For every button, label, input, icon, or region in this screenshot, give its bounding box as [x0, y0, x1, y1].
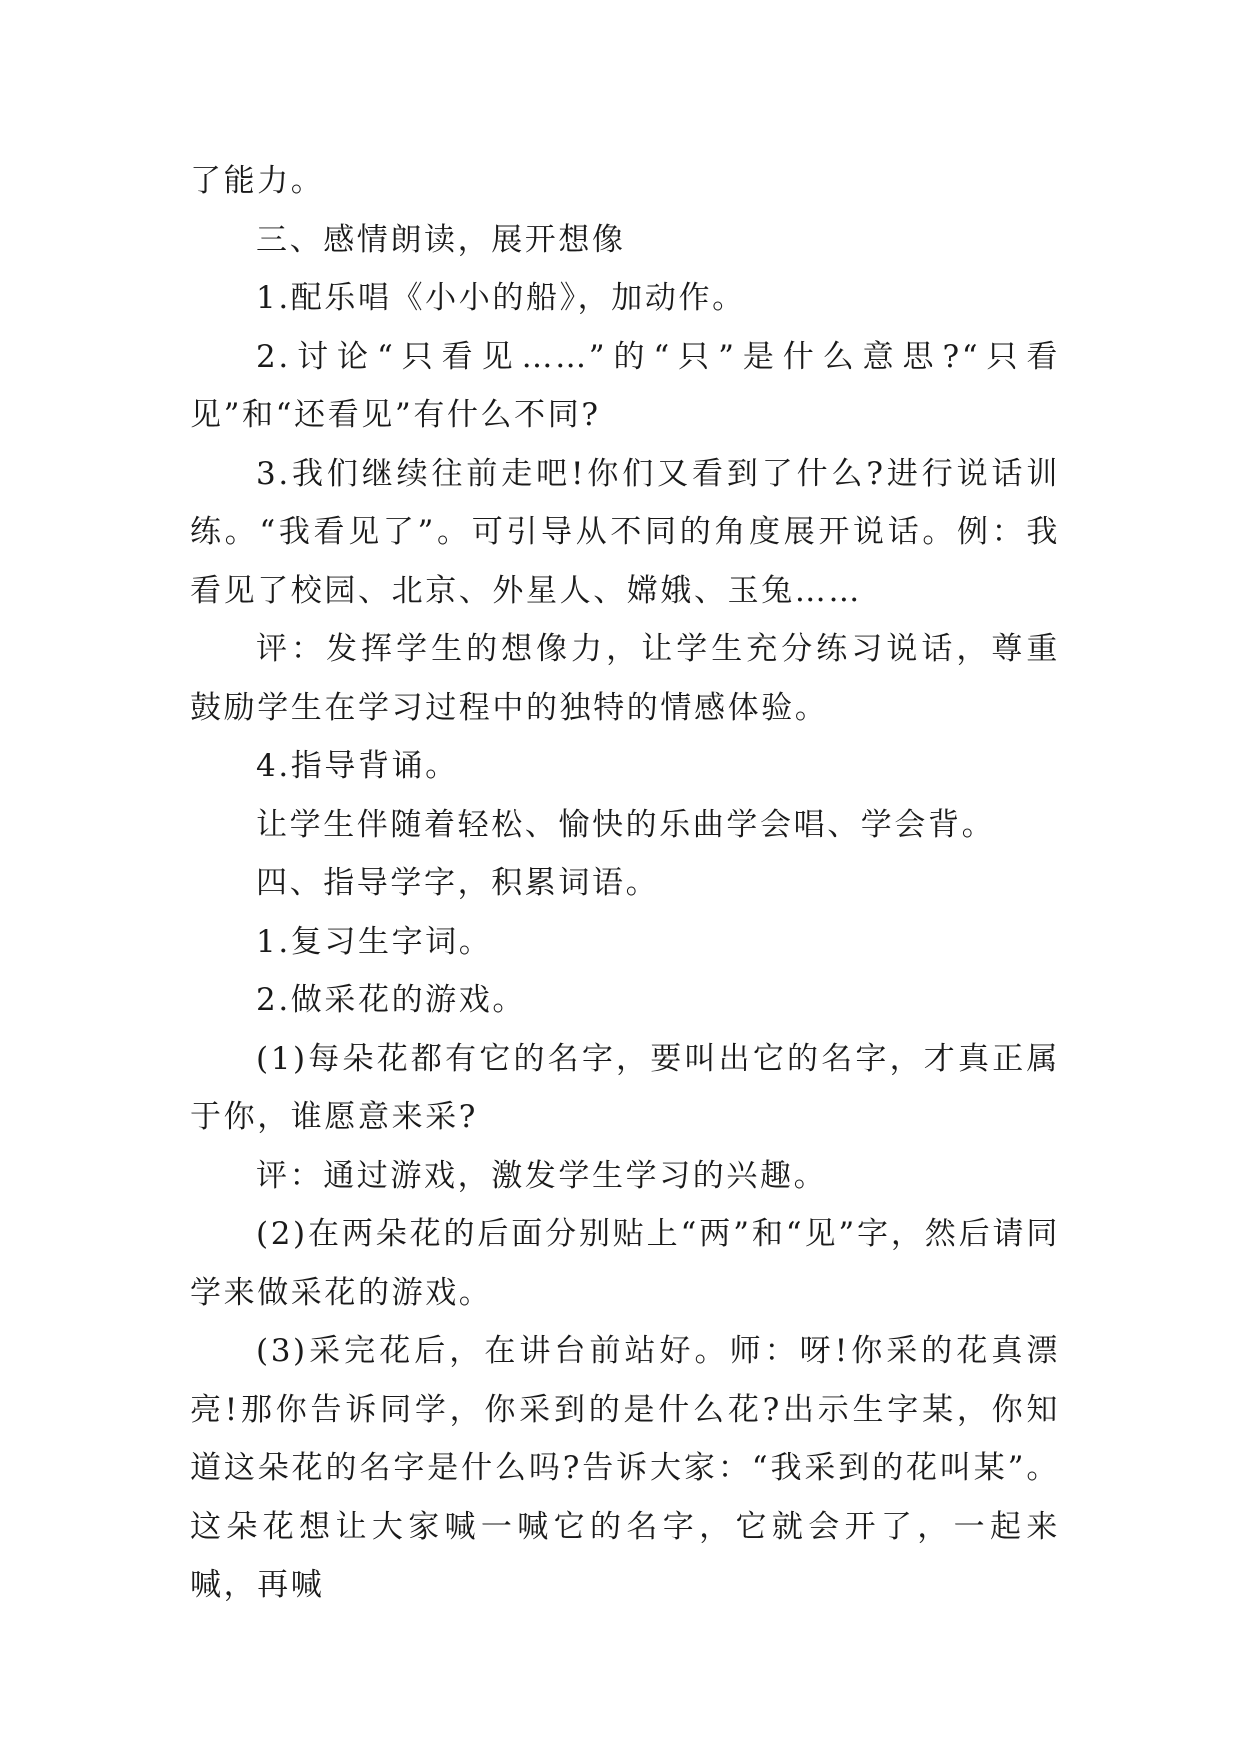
paragraph-7: 4.指导背诵。 — [256, 748, 459, 784]
paragraph-9: 四、指导学字，积累词语。 — [256, 865, 660, 901]
paragraph-1: 了能力。 — [190, 163, 325, 199]
paragraph-14: (2)在两朵花的后面分别贴上“两”和“见”字，然后请同学来做采花的游戏。 — [190, 1216, 1060, 1311]
paragraph-13: 评：通过游戏，激发学生学习的兴趣。 — [256, 1157, 828, 1194]
paragraph-11: 2.做采花的游戏。 — [256, 982, 526, 1018]
paragraph-5: 3.我们继续往前走吧!你们又看到了什么?进行说话训练。“我看见了”。可引导从不同的角度展开说话。例：我看见了校园、北京、外星人、嫦娥、玉兔…… — [190, 455, 1060, 609]
paragraph-3: 1.配乐唱《小小的船》，加动作。 — [256, 280, 746, 316]
paragraph-8: 让学生伴随着轻松、愉快的乐曲学会唱、学会背。 — [256, 806, 996, 843]
paragraph-15: (3)采完花后，在讲台前站好。师：呀!你采的花真漂亮!那你告诉同学，你采到的是什么花?出示生字某，你知道这朵花的名字是什么吗?告诉大家：“我采到的花叫某”。这朵花想让大家喊一喊它的名字，它就会开了，一起来喊，再喊 — [190, 1333, 1060, 1603]
paragraph-4: 2.讨论“只看见……”的“只”是什么意思?“只看见”和“还看见”有什么不同? — [190, 338, 1060, 433]
document-page — [190, 152, 1060, 1615]
paragraph-10: 1.复习生字词。 — [256, 923, 493, 960]
paragraph-12: (1)每朵花都有它的名字，要叫出它的名字，才真正属于你，谁愿意来采? — [190, 1040, 1060, 1135]
paragraph-6: 评：发挥学生的想像力，让学生充分练习说话，尊重鼓励学生在学习过程中的独特的情感体验。 — [190, 631, 1060, 726]
paragraph-2: 三、感情朗读，展开想像 — [256, 221, 626, 258]
